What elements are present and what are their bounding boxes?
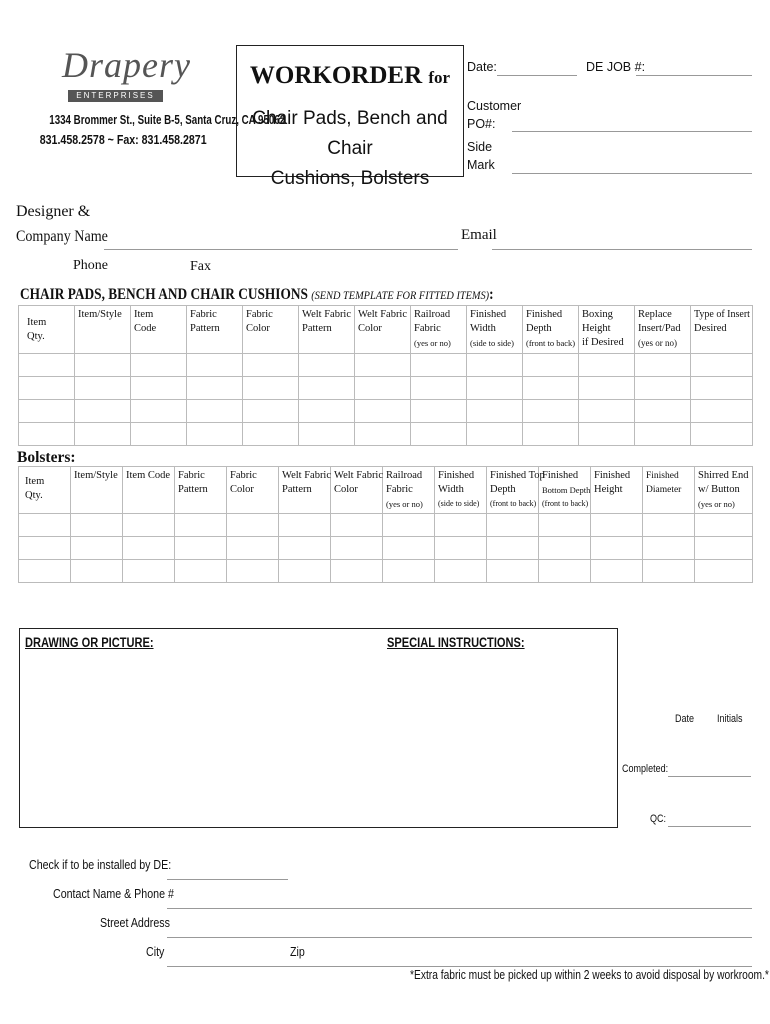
cushions-row[interactable] [19,354,753,377]
email-field[interactable] [492,249,752,250]
cushions-header-cell: Item Qty. [19,306,75,354]
qc-label: QC: [650,813,667,825]
de-job-label: DE JOB #: [586,60,646,74]
workorder-title-main: WORKORDER [249,62,423,89]
workorder-subtitle-line-1: Chair Pads, Bench and Chair [252,108,448,159]
bolsters-header-cell: Item Code [123,467,175,514]
contact-label: Contact Name & Phone # [53,886,174,901]
cushions-title: CHAIR PADS, BENCH AND CHAIR CUSHIONS [20,286,308,303]
bolsters-header-cell: Shirred End w/ Button (yes or no) [695,467,753,514]
logo-subtitle-bar: ENTERPRISES [68,90,163,102]
cushions-header-cell: Boxing Height if Desired [579,306,635,354]
cushions-section-title [20,286,571,304]
contact-field[interactable] [167,908,752,909]
designer-label-line-2: Company Name [16,228,108,245]
bolsters-header-cell: Welt Fabric Color [331,467,383,514]
workorder-title [237,62,463,90]
cushions-table [18,305,753,446]
side-mark-label-line-2: Mark [467,158,495,172]
customer-po-label-line-2: PO#: [467,117,496,131]
bolsters-header-cell: Fabric Pattern [175,467,227,514]
bolsters-row[interactable] [19,537,753,560]
bolsters-header-cell: Finished Height [591,467,643,514]
customer-po-label [467,97,521,133]
side-mark-field[interactable] [512,173,752,174]
phone-label: Phone [73,258,108,273]
company-phone-fax: 831.458.2578 ~ Fax: 831.458.2871 [40,133,207,147]
cushions-title-colon: : [489,286,494,303]
completed-label: Completed: [622,763,669,775]
cushions-header-row [19,306,753,354]
designer-company-field[interactable] [104,249,458,250]
de-job-field[interactable] [636,75,752,76]
side-mark-label [467,138,495,174]
drawing-label: DRAWING OR PICTURE: [25,635,154,650]
bolsters-header-row [19,467,753,514]
cushions-row[interactable] [19,423,753,446]
cushions-header-cell: Finished Depth (front to back) [523,306,579,354]
city-zip-field[interactable] [167,966,752,967]
install-check-label: Check if to be installed by DE: [29,857,172,872]
cushions-header-cell: Welt Fabric Pattern [299,306,355,354]
signoff-initials-label: Initials [717,713,743,725]
bolsters-row[interactable] [19,560,753,583]
company-address: 1334 Brommer St., Suite B-5, Santa Cruz, CA 95062 [49,113,286,127]
side-mark-label-line-1: Side [467,140,493,154]
cushions-header-cell: Type of Insert Desired [691,306,753,354]
completed-field[interactable] [668,776,751,777]
logo-text: Drapery [62,45,191,85]
cushions-header-cell: Item Code [131,306,187,354]
designer-label-line-1: Designer & [16,203,91,220]
signoff-date-label: Date [675,713,695,725]
bolsters-header-cell: Item Qty. [19,467,71,514]
bolsters-header-cell: Finished Width (side to side) [435,467,487,514]
street-address-field[interactable] [167,937,752,938]
zip-label: Zip [290,944,305,959]
cushions-header-cell: Fabric Pattern [187,306,243,354]
cushions-row[interactable] [19,377,753,400]
bolsters-section-title: Bolsters: [17,449,76,466]
cushions-template-note: (SEND TEMPLATE FOR FITTED ITEMS) [311,288,490,302]
qc-field[interactable] [668,826,751,827]
bolsters-table [18,466,753,583]
designer-company-label [16,199,120,249]
cushions-header-cell: Fabric Color [243,306,299,354]
company-logo [62,44,191,86]
bolsters-header-cell: Fabric Color [227,467,279,514]
email-label: Email [461,227,497,243]
date-label: Date: [467,60,497,74]
bolsters-header-cell: Item/Style [71,467,123,514]
date-field[interactable] [497,75,577,76]
bolsters-header-cell: Finished Top Depth (front to back) [487,467,539,514]
workorder-subtitle [237,104,463,194]
bolsters-row[interactable] [19,514,753,537]
bolsters-header-cell: Finished Bottom Depth (front to back) [539,467,591,514]
install-check-field[interactable] [167,879,288,880]
cushions-header-cell: Railroad Fabric (yes or no) [411,306,467,354]
bolsters-header-cell: Finished Diameter [643,467,695,514]
cushions-row[interactable] [19,400,753,423]
company-address-block [16,110,286,150]
workorder-title-for: for [428,68,451,87]
cushions-header-cell: Replace Insert/Pad (yes or no) [635,306,691,354]
workorder-subtitle-line-2: Cushions, Bolsters [270,168,430,189]
customer-po-label-line-1: Customer [467,99,522,113]
city-label: City [146,944,165,959]
bolsters-header-cell: Welt Fabric Pattern [279,467,331,514]
cushions-header-cell: Welt Fabric Color [355,306,411,354]
cushions-header-cell: Finished Width (side to side) [467,306,523,354]
fax-label: Fax [190,259,211,274]
workorder-title-box [236,45,464,189]
drawing-instructions-box[interactable] [19,628,618,828]
street-address-label: Street Address [100,915,170,930]
special-instructions-label: SPECIAL INSTRUCTIONS: [387,635,525,650]
extra-fabric-note: *Extra fabric must be picked up within 2 weeks to avoid disposal by workroom.* [410,968,769,982]
cushions-header-cell: Item/Style [75,306,131,354]
bolsters-header-cell: Railroad Fabric (yes or no) [383,467,435,514]
customer-po-field[interactable] [512,131,752,132]
